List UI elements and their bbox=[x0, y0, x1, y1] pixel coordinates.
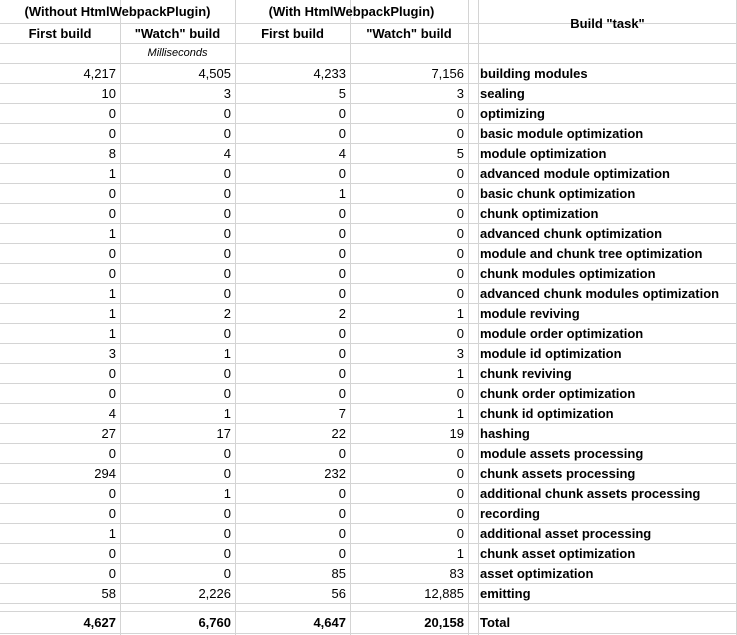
task-name-cell[interactable]: hashing bbox=[480, 426, 530, 441]
task-name-cell[interactable]: module assets processing bbox=[480, 446, 644, 461]
duration-cell[interactable]: 3 bbox=[223, 86, 231, 101]
duration-cell[interactable]: 0 bbox=[456, 446, 464, 461]
table-row bbox=[0, 404, 737, 424]
table-row bbox=[0, 264, 737, 284]
table-row bbox=[0, 384, 737, 404]
table-row bbox=[0, 124, 737, 144]
spacer-row bbox=[0, 604, 737, 612]
duration-cell[interactable]: 0 bbox=[456, 226, 464, 241]
duration-cell[interactable]: 17 bbox=[216, 426, 231, 441]
task-name-cell[interactable]: chunk assets processing bbox=[480, 466, 636, 481]
duration-cell[interactable]: 232 bbox=[324, 466, 346, 481]
build-task-header: Build "task" bbox=[570, 16, 645, 31]
duration-cell[interactable]: 0 bbox=[223, 566, 231, 581]
table-row bbox=[0, 544, 737, 564]
duration-cell[interactable]: 0 bbox=[338, 486, 346, 501]
duration-cell[interactable]: 0 bbox=[108, 366, 116, 381]
duration-cell[interactable]: 0 bbox=[223, 366, 231, 381]
table-row bbox=[0, 164, 737, 184]
task-name-cell[interactable]: chunk reviving bbox=[480, 366, 572, 381]
duration-cell[interactable]: 0 bbox=[456, 466, 464, 481]
duration-cell[interactable]: 1 bbox=[108, 526, 116, 541]
duration-cell[interactable]: 0 bbox=[338, 366, 346, 381]
duration-cell[interactable]: 1 bbox=[456, 366, 464, 381]
duration-cell[interactable]: 0 bbox=[223, 266, 231, 281]
total-value[interactable]: 4,647 bbox=[313, 615, 346, 630]
duration-cell[interactable]: 1 bbox=[456, 546, 464, 561]
task-name-cell[interactable]: module reviving bbox=[480, 306, 580, 321]
duration-cell[interactable]: 3 bbox=[456, 86, 464, 101]
first-build-header: First build bbox=[28, 26, 92, 41]
duration-cell[interactable]: 294 bbox=[94, 466, 116, 481]
duration-cell[interactable]: 1 bbox=[108, 306, 116, 321]
table-row bbox=[0, 204, 737, 224]
watch-build-header-2: "Watch" build bbox=[366, 26, 452, 41]
duration-cell[interactable]: 0 bbox=[223, 546, 231, 561]
table-row bbox=[0, 524, 737, 544]
table-row bbox=[0, 304, 737, 324]
duration-cell[interactable]: 4 bbox=[338, 146, 346, 161]
task-name-cell[interactable]: module order optimization bbox=[480, 326, 644, 341]
duration-cell[interactable]: 3 bbox=[108, 346, 116, 361]
table-row bbox=[0, 584, 737, 604]
duration-cell[interactable]: 0 bbox=[456, 286, 464, 301]
duration-cell[interactable]: 0 bbox=[338, 266, 346, 281]
duration-cell[interactable]: 0 bbox=[456, 186, 464, 201]
duration-cell[interactable]: 0 bbox=[223, 246, 231, 261]
duration-cell[interactable]: 10 bbox=[101, 86, 116, 101]
duration-cell[interactable]: 0 bbox=[456, 326, 464, 341]
table-row bbox=[0, 324, 737, 344]
duration-cell[interactable]: 4 bbox=[108, 406, 116, 421]
table-row bbox=[0, 364, 737, 384]
duration-cell[interactable]: 0 bbox=[456, 266, 464, 281]
duration-cell[interactable]: 85 bbox=[331, 566, 346, 581]
total-label[interactable]: Total bbox=[480, 615, 511, 630]
duration-cell[interactable]: 0 bbox=[338, 446, 346, 461]
table-row bbox=[0, 484, 737, 504]
duration-cell[interactable]: 0 bbox=[223, 506, 231, 521]
task-name-cell[interactable]: additional asset processing bbox=[480, 526, 652, 541]
duration-cell[interactable]: 0 bbox=[108, 126, 116, 141]
duration-cell[interactable]: 0 bbox=[338, 106, 346, 121]
task-name-cell[interactable]: additional chunk assets processing bbox=[480, 486, 701, 501]
duration-cell[interactable]: 0 bbox=[338, 126, 346, 141]
duration-cell[interactable]: 0 bbox=[108, 186, 116, 201]
duration-cell[interactable]: 3 bbox=[456, 346, 464, 361]
duration-cell[interactable]: 0 bbox=[456, 206, 464, 221]
duration-cell[interactable]: 1 bbox=[223, 486, 231, 501]
duration-cell[interactable]: 0 bbox=[223, 526, 231, 541]
duration-cell[interactable]: 0 bbox=[456, 126, 464, 141]
table-row bbox=[0, 504, 737, 524]
duration-cell[interactable]: 1 bbox=[456, 306, 464, 321]
duration-cell[interactable]: 2,226 bbox=[198, 586, 231, 601]
duration-cell[interactable]: 4 bbox=[223, 146, 231, 161]
units-row bbox=[0, 44, 737, 64]
task-name-cell[interactable]: building modules bbox=[480, 66, 588, 81]
duration-cell[interactable]: 1 bbox=[108, 166, 116, 181]
duration-cell[interactable]: 0 bbox=[223, 466, 231, 481]
table-row bbox=[0, 244, 737, 264]
table-row bbox=[0, 184, 737, 204]
table-row bbox=[0, 104, 737, 124]
duration-cell[interactable]: 0 bbox=[456, 506, 464, 521]
units-label: Milliseconds bbox=[147, 47, 208, 59]
duration-cell[interactable]: 22 bbox=[331, 426, 346, 441]
duration-cell[interactable]: 12,885 bbox=[424, 586, 464, 601]
duration-cell[interactable]: 0 bbox=[223, 126, 231, 141]
task-name-cell[interactable]: advanced module optimization bbox=[480, 166, 670, 181]
duration-cell[interactable]: 1 bbox=[108, 286, 116, 301]
duration-cell[interactable]: 4,217 bbox=[83, 66, 116, 81]
total-value[interactable]: 20,158 bbox=[424, 615, 464, 630]
duration-cell[interactable]: 0 bbox=[108, 266, 116, 281]
duration-cell[interactable]: 56 bbox=[331, 586, 346, 601]
duration-cell[interactable]: 19 bbox=[449, 426, 464, 441]
duration-cell[interactable]: 1 bbox=[456, 406, 464, 421]
duration-cell[interactable]: 0 bbox=[338, 166, 346, 181]
duration-cell[interactable]: 8 bbox=[108, 146, 116, 161]
task-name-cell[interactable]: optimizing bbox=[480, 106, 545, 121]
table-row bbox=[0, 424, 737, 444]
duration-cell[interactable]: 58 bbox=[101, 586, 116, 601]
duration-cell[interactable]: 0 bbox=[223, 166, 231, 181]
table-row bbox=[0, 64, 737, 84]
task-name-cell[interactable]: chunk asset optimization bbox=[480, 546, 636, 561]
duration-cell[interactable]: 0 bbox=[108, 486, 116, 501]
duration-cell[interactable]: 0 bbox=[223, 186, 231, 201]
task-name-cell[interactable]: sealing bbox=[480, 86, 525, 101]
table-row bbox=[0, 564, 737, 584]
task-name-cell[interactable]: basic module optimization bbox=[480, 126, 644, 141]
duration-cell[interactable]: 2 bbox=[338, 306, 346, 321]
duration-cell[interactable]: 0 bbox=[338, 546, 346, 561]
duration-cell[interactable]: 0 bbox=[338, 506, 346, 521]
duration-cell[interactable]: 7 bbox=[338, 406, 346, 421]
task-name-cell[interactable]: basic chunk optimization bbox=[480, 186, 636, 201]
duration-cell[interactable]: 7,156 bbox=[431, 66, 464, 81]
duration-cell[interactable]: 0 bbox=[108, 506, 116, 521]
duration-cell[interactable]: 2 bbox=[223, 306, 231, 321]
table-row bbox=[0, 84, 737, 104]
duration-cell[interactable]: 0 bbox=[223, 206, 231, 221]
duration-cell[interactable]: 1 bbox=[338, 186, 346, 201]
duration-cell[interactable]: 83 bbox=[449, 566, 464, 581]
duration-cell[interactable]: 1 bbox=[108, 326, 116, 341]
duration-cell[interactable]: 0 bbox=[456, 526, 464, 541]
table-row bbox=[0, 344, 737, 364]
duration-cell[interactable]: 0 bbox=[223, 386, 231, 401]
total-row bbox=[0, 612, 737, 634]
duration-cell[interactable]: 0 bbox=[108, 566, 116, 581]
duration-cell[interactable]: 0 bbox=[456, 166, 464, 181]
duration-cell[interactable]: 0 bbox=[338, 286, 346, 301]
duration-cell[interactable]: 0 bbox=[223, 286, 231, 301]
first-build-header-2: First build bbox=[261, 26, 324, 41]
duration-cell[interactable]: 1 bbox=[223, 346, 231, 361]
duration-cell[interactable]: 0 bbox=[456, 246, 464, 261]
task-name-cell[interactable]: chunk id optimization bbox=[480, 406, 614, 421]
duration-cell[interactable]: 0 bbox=[456, 386, 464, 401]
duration-cell[interactable]: 0 bbox=[223, 226, 231, 241]
total-value[interactable]: 4,627 bbox=[83, 615, 116, 630]
task-name-cell[interactable]: advanced chunk optimization bbox=[480, 226, 663, 241]
task-name-cell[interactable]: recording bbox=[480, 506, 540, 521]
watch-build-header: "Watch" build bbox=[134, 26, 221, 41]
duration-cell[interactable]: 0 bbox=[108, 106, 116, 121]
duration-cell[interactable]: 0 bbox=[108, 446, 116, 461]
duration-cell[interactable]: 27 bbox=[101, 426, 116, 441]
table-row bbox=[0, 224, 737, 244]
duration-cell[interactable]: 0 bbox=[108, 386, 116, 401]
group-with-plugin: (With HtmlWebpackPlugin) bbox=[268, 4, 435, 19]
table-row bbox=[0, 144, 737, 164]
duration-cell[interactable]: 0 bbox=[338, 386, 346, 401]
duration-cell[interactable]: 0 bbox=[338, 346, 346, 361]
duration-cell[interactable]: 0 bbox=[338, 326, 346, 341]
task-name-cell[interactable]: module id optimization bbox=[480, 346, 622, 361]
duration-cell[interactable]: 0 bbox=[456, 486, 464, 501]
table-row bbox=[0, 464, 737, 484]
header-row-columns bbox=[0, 24, 737, 44]
task-name-cell[interactable]: asset optimization bbox=[480, 566, 594, 581]
task-name-cell[interactable]: advanced chunk modules optimization bbox=[480, 286, 720, 301]
task-name-cell[interactable]: module and chunk tree optimization bbox=[480, 246, 703, 261]
group-without-plugin: (Without HtmlWebpackPlugin) bbox=[24, 4, 211, 19]
duration-cell[interactable]: 0 bbox=[108, 206, 116, 221]
task-name-cell[interactable]: emitting bbox=[480, 586, 531, 601]
duration-cell[interactable]: 0 bbox=[223, 326, 231, 341]
table-row bbox=[0, 284, 737, 304]
duration-cell[interactable]: 0 bbox=[108, 546, 116, 561]
table-row bbox=[0, 444, 737, 464]
duration-cell[interactable]: 0 bbox=[338, 526, 346, 541]
duration-cell[interactable]: 0 bbox=[338, 226, 346, 241]
task-name-cell[interactable]: chunk order optimization bbox=[480, 386, 636, 401]
task-name-cell[interactable]: module optimization bbox=[480, 146, 607, 161]
duration-cell[interactable]: 1 bbox=[223, 406, 231, 421]
total-value[interactable]: 6,760 bbox=[198, 615, 231, 630]
duration-cell[interactable]: 5 bbox=[456, 146, 464, 161]
task-name-cell[interactable]: chunk modules optimization bbox=[480, 266, 656, 281]
duration-cell[interactable]: 0 bbox=[223, 446, 231, 461]
duration-cell[interactable]: 4,505 bbox=[198, 66, 231, 81]
duration-cell[interactable]: 1 bbox=[108, 226, 116, 241]
duration-cell[interactable]: 0 bbox=[108, 246, 116, 261]
duration-cell[interactable]: 0 bbox=[456, 106, 464, 121]
duration-cell[interactable]: 0 bbox=[338, 246, 346, 261]
duration-cell[interactable]: 0 bbox=[223, 106, 231, 121]
duration-cell[interactable]: 0 bbox=[338, 206, 346, 221]
duration-cell[interactable]: 4,233 bbox=[313, 66, 346, 81]
task-name-cell[interactable]: chunk optimization bbox=[480, 206, 599, 221]
duration-cell[interactable]: 5 bbox=[338, 86, 346, 101]
